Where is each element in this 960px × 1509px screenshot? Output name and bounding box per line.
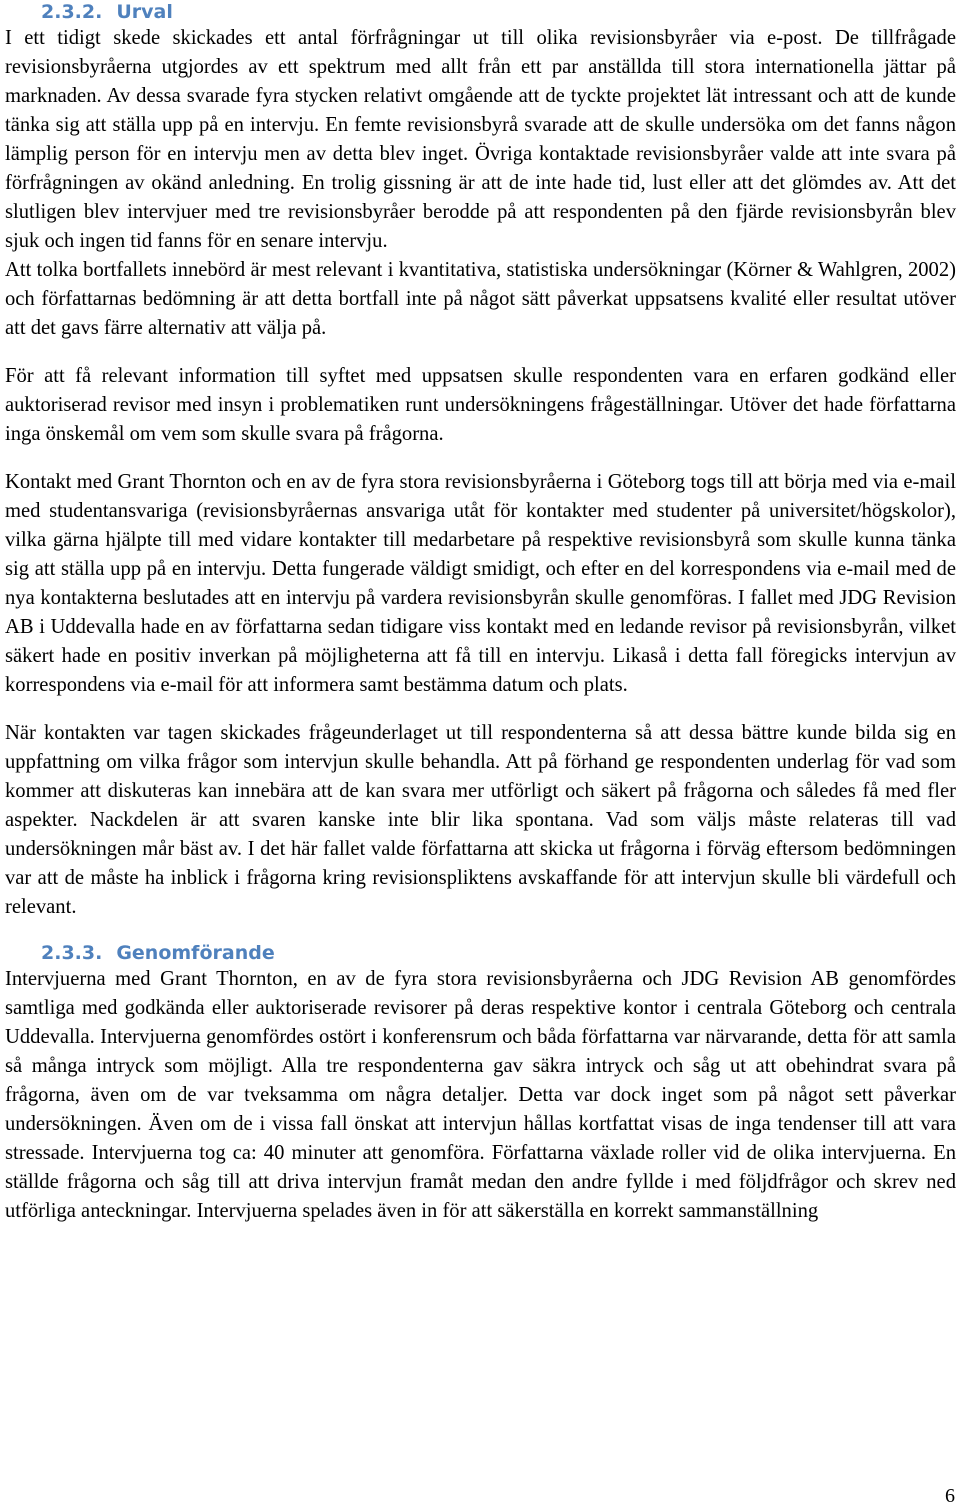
section-title: Urval xyxy=(116,1,173,23)
section-number: 2.3.2. xyxy=(41,1,103,23)
paragraph-urval-3: Kontakt med Grant Thornton och en av de fyra stora revisionsbyråerna i Göteborg togs till att börja med via e-mail med studentansvariga (revisionsbyråernas ansvariga utåt för kontakter med studenter på universitet/högskolor), vilka gärna hjälpte till med vidare kontakter till medarbetare på respektive revisionsbyrå som skulle kunna tänka sig att ställa upp på en intervju. Detta fungerade väldigt smidigt, och efter en del korrespondens via e-mail med de nya kontakterna beslutades att en intervju på vardera revisionsbyrån skulle genomföras. I fallet med JDG Revision AB i Uddevalla hade en av författarna sedan tidigare viss kontakt med en ledande revisor på revisionsbyrån, vilket säkert hade en positiv inverkan på möjligheterna att få till en intervju. Likaså i detta fall föregicks intervjun av korrespondens via e-mail för att informera samt bestämma datum och plats. xyxy=(5,471,956,696)
paragraph-urval-1a: I ett tidigt skede skickades ett antal förfrågningar ut till olika revisionsbyråer via e-post. De tillfrågade revisionsbyråerna utgjordes av ett spektrum med allt från ett par anställda till stora internationella jättar på marknaden. Av dessa svarade fyra stycken relativt omgående att de tyckte projektet lät intressant och att de kunde tänka sig att ställa upp på en intervju. En femte revisionsbyrå svarade att de skulle undersöka om det fanns någon lämplig person för en intervju men av detta blev inget. Övriga kontaktade revisionsbyråer valde att inte svara på förfrågningen av okänd anledning. En trolig gissning är att de inte hade tid, lust eller att det glömdes av. Att det slutligen blev intervjuer med tre revisionsbyråer berodde på att respondenten på den fjärde revisionsbyrån blev sjuk och ingen tid fanns för en senare intervju. xyxy=(5,27,956,252)
paragraph-urval-1b: Att tolka bortfallets innebörd är mest relevant i kvantitativa, statistiska undersökningar (Körner & Wahlgren, 2002) och författarnas bedömning är att detta bortfall inte på något sätt påverkat uppsatsens kvalité eller resultat utöver att det gavs färre alternativ att välja på. xyxy=(5,259,956,339)
paragraph-genomforande-1: Intervjuerna med Grant Thornton, en av de fyra stora revisionsbyråerna och JDG Revision AB genomfördes samtliga med godkända eller auktoriserade revisorer på deras respektive kontor i centrala Göteborg och centrala Uddevalla. Intervjuerna genomfördes ostört i konferensrum och båda författarna var närvarande, detta för att samla så många intryck som möjligt. Alla tre respondenterna gav säkra intryck och såg ut att obehindrat svara på frågorna, även om de var tveksamma om några detaljer. Detta var dock inget som på något sett påverkar undersökningen. Även om de i vissa fall önskat att intervjun hållas kortfattat visas de inga tendenser till att vara stressade. Intervjuerna tog ca: 40 minuter att genomföra. Författarna växlade roller vid de olika intervjuerna. En ställde frågorna och såg till att driva intervjun framåt medan den andre fyllde i med följdfrågor och skrev ned utförliga anteckningar. Intervjuerna spelades även in för att säkerställa en korrekt sammanställning xyxy=(5,968,956,1222)
section-heading-genomforande xyxy=(5,941,956,965)
section-heading-urval xyxy=(5,0,956,24)
paragraph-spacer xyxy=(5,922,956,941)
page-number: 6 xyxy=(945,1485,955,1507)
section-title: Genomförande xyxy=(116,942,275,964)
paragraph-urval-4: När kontakten var tagen skickades frågeunderlaget ut till respondenterna så att dessa bättre kunde bilda sig en uppfattning om vilka frågor som intervjun skulle behandla. Att på förhand ge respondenten underlag för vad som kommer att diskuteras kan innebära att de kan svara mer utförligt och säkert på frågorna och således få med fler aspekter. Nackdelen är att svaren kanske inte blir lika spontana. Vad som väljs måste relateras till vad undersökningen mår bäst av. I det här fallet valde författarna att skicka ut frågorna i förväg eftersom bedömningen var att de måste ha inblick i frågorna kring revisionspliktens avskaffande för att intervjun skulle bli värdefull och relevant. xyxy=(5,722,956,918)
paragraph-spacer xyxy=(5,343,956,362)
paragraph-spacer xyxy=(5,449,956,468)
body-paragraph xyxy=(5,24,956,343)
section-number: 2.3.3. xyxy=(41,942,103,964)
document-page xyxy=(5,0,956,1226)
paragraph-urval-2: För att få relevant information till syftet med uppsatsen skulle respondenten vara en erfaren godkänd eller auktoriserad revisor med insyn i problematiken runt undersökningens frågeställningar. Utöver det hade författarna inga önskemål om vem som skulle svara på frågorna. xyxy=(5,365,956,445)
paragraph-spacer xyxy=(5,700,956,719)
